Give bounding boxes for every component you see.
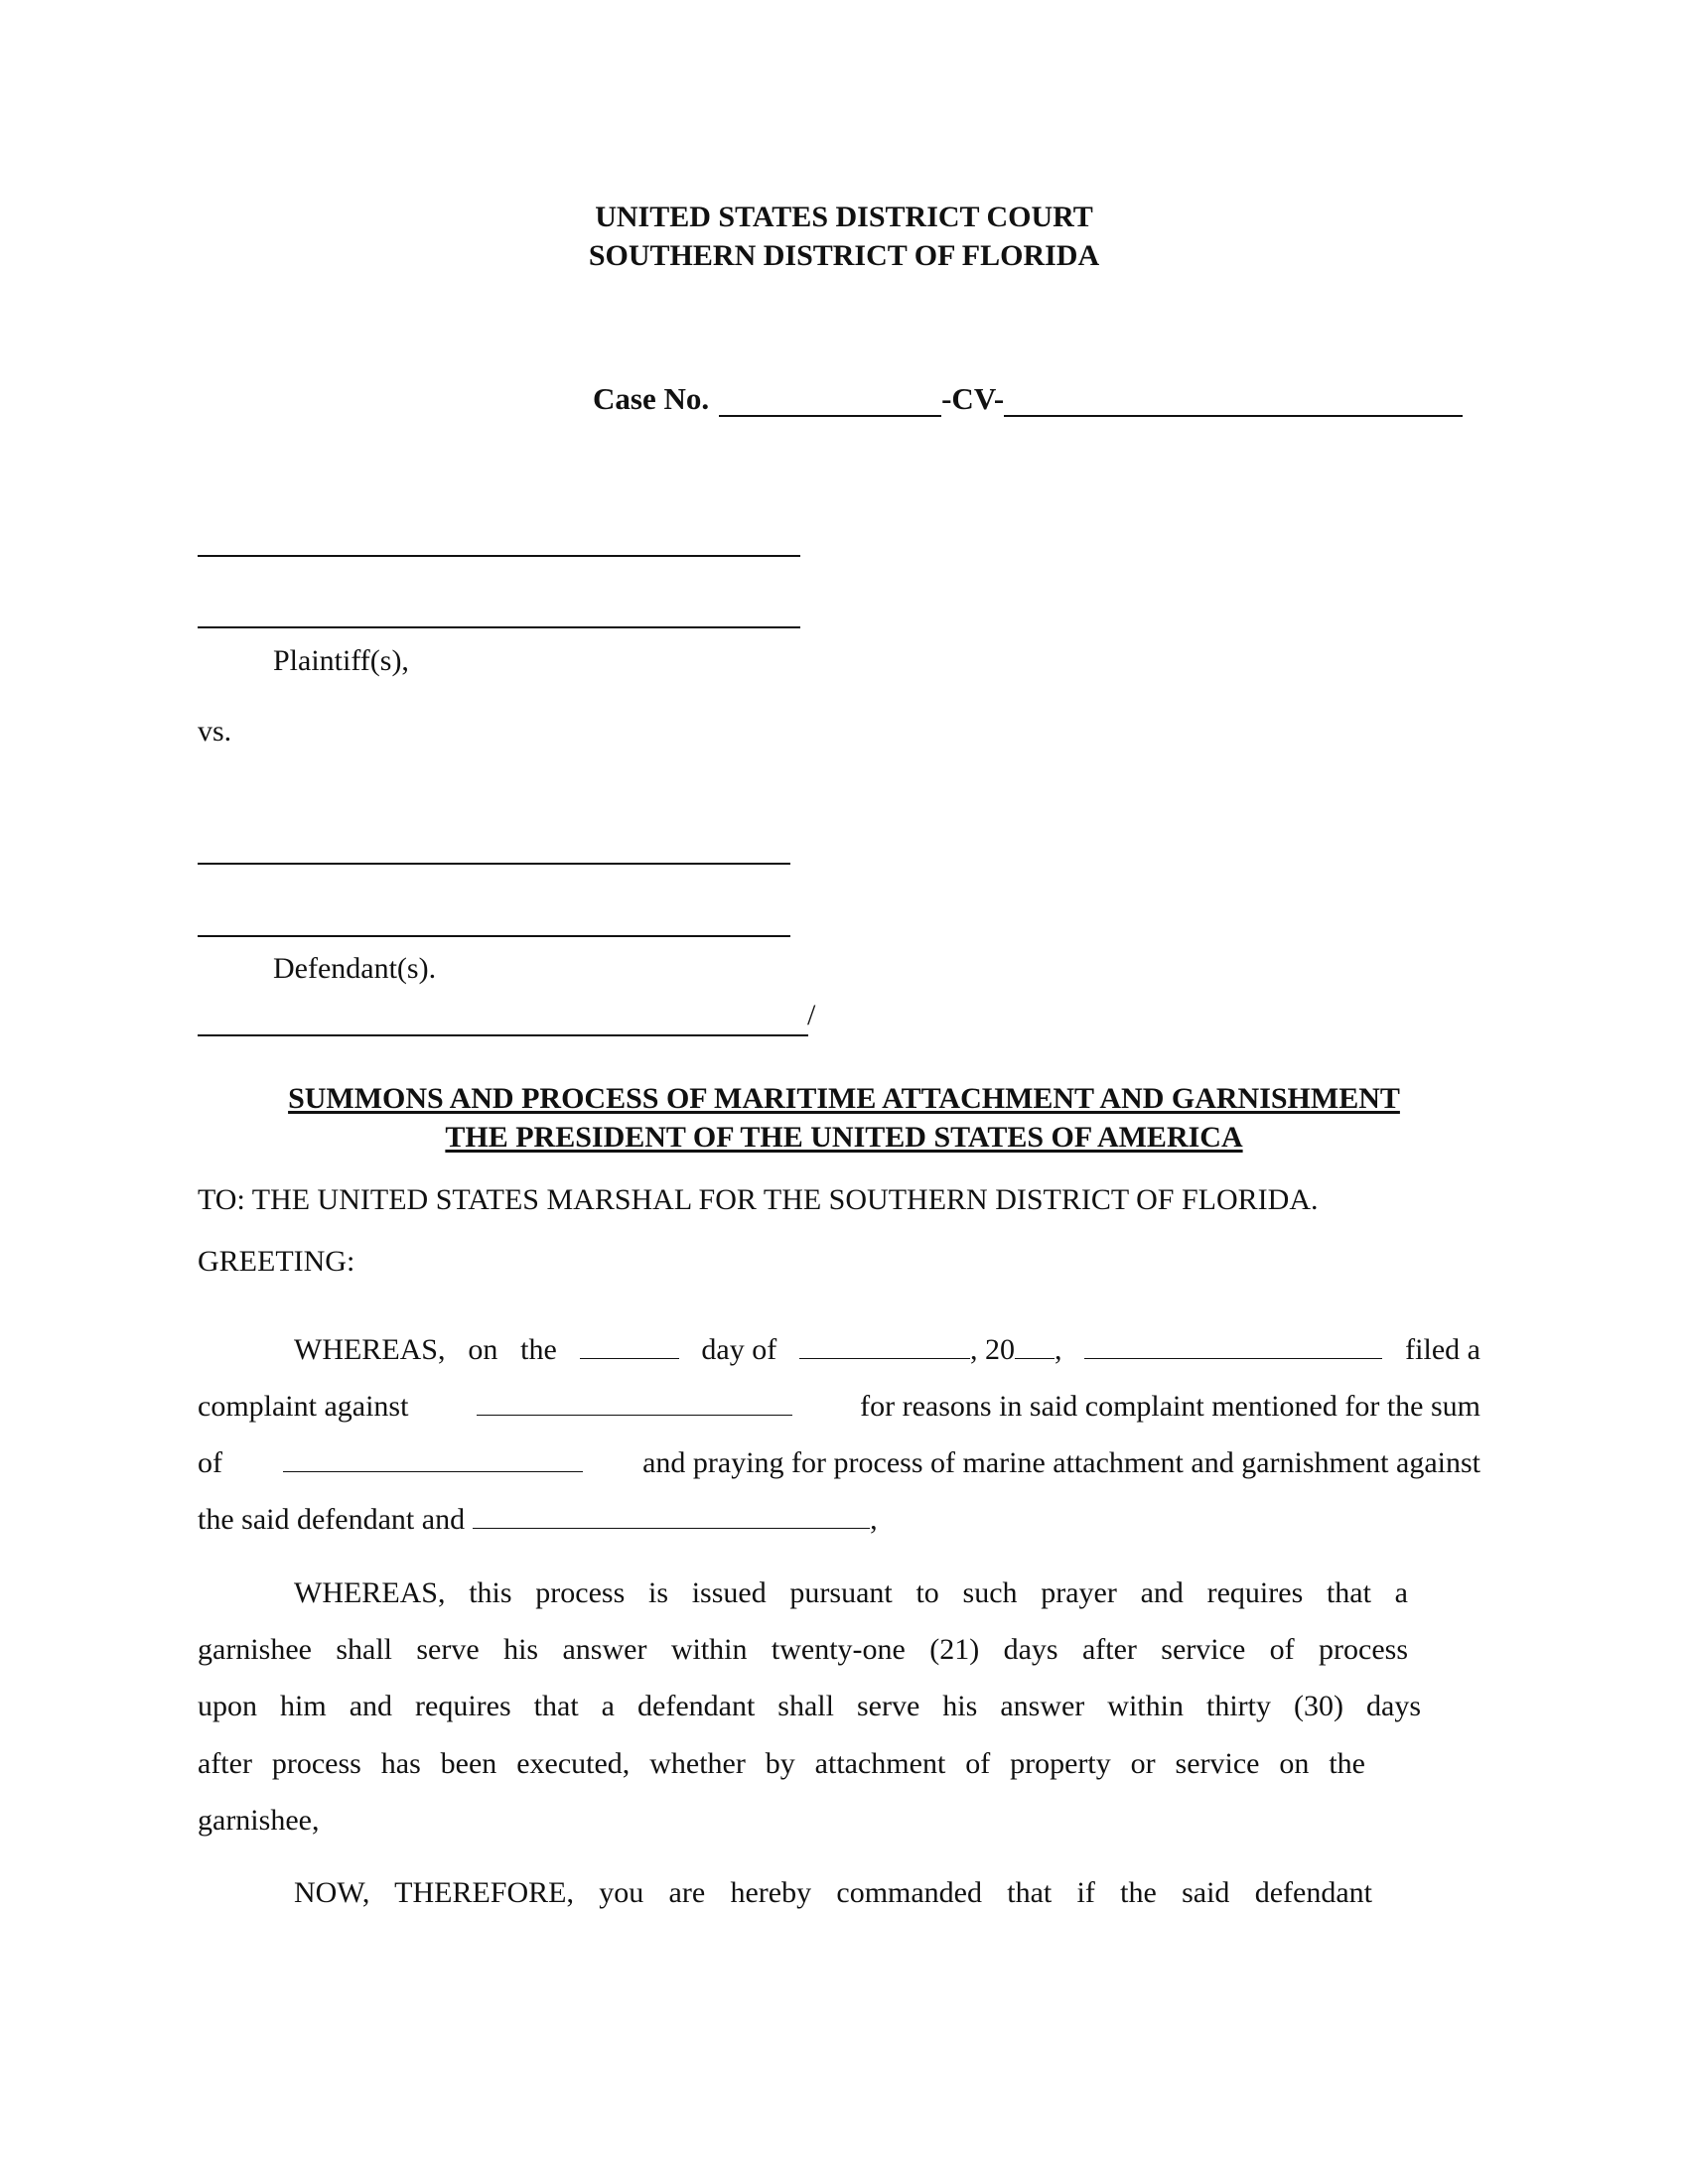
paragraph-2-line-2: garnishee shall serve his answer within twenty-one (21) days after service of process [198, 1633, 1408, 1666]
year-field[interactable] [1015, 1334, 1055, 1359]
plaintiff-label: Plaintiff(s), [273, 644, 409, 677]
paragraph-1-line-4 [198, 1503, 1480, 1537]
addressee-line: TO: THE UNITED STATES MARSHAL FOR THE SOUTHERN DISTRICT OF FLORIDA. [198, 1183, 1319, 1216]
defendant-name-line-1[interactable] [198, 863, 790, 865]
p1-word-whereas: WHEREAS, [294, 1333, 446, 1366]
case-suffix-field[interactable] [1004, 387, 1463, 417]
day-field[interactable] [580, 1334, 679, 1359]
defendant-label: Defendant(s). [273, 952, 437, 985]
plaintiff-name-line-2[interactable] [198, 626, 800, 628]
paragraph-3-line-1: NOW, THEREFORE, you are hereby commanded that if the said defendant [294, 1876, 1372, 1909]
paragraph-2-line-4: after process has been executed, whether by attachment of property or service on the [198, 1747, 1365, 1780]
case-number-field[interactable] [719, 387, 941, 417]
p1-day-of: day of [701, 1333, 777, 1366]
document-subtitle: THE PRESIDENT OF THE UNITED STATES OF AMERICA [445, 1121, 1243, 1154]
district-name: SOUTHERN DISTRICT OF FLORIDA [588, 239, 1100, 272]
paragraph-2-line-3: upon him and requires that a defendant shall serve his answer within thirty (30) days [198, 1690, 1421, 1722]
paragraph-1-line-2 [198, 1390, 1480, 1424]
plaintiff-filer-field[interactable] [1084, 1334, 1382, 1359]
month-field[interactable] [799, 1334, 970, 1359]
case-separator: -CV- [941, 381, 1005, 416]
p1-end-comma: , [870, 1503, 878, 1536]
versus-label: vs. [198, 715, 232, 748]
p1-complaint-against: complaint against [198, 1390, 409, 1423]
garnishee-field[interactable] [473, 1504, 870, 1529]
p1-praying-text: and praying for process of marine attachment and garnishment against [642, 1446, 1480, 1479]
caption-slash: / [807, 999, 816, 1031]
paragraph-1-line-3 [198, 1446, 1480, 1480]
court-name: UNITED STATES DISTRICT COURT [595, 201, 1093, 233]
defendant-against-field[interactable] [477, 1391, 792, 1416]
p1-of: of [198, 1446, 222, 1479]
p1-filed-a: filed a [1405, 1333, 1480, 1366]
sum-field[interactable] [283, 1447, 583, 1472]
paragraph-2-line-1: WHEREAS, this process is issued pursuant to such prayer and requires that a [294, 1576, 1408, 1609]
p1-said-defendant: the said defendant and [198, 1503, 466, 1536]
paragraph-2-line-5: garnishee, [198, 1804, 320, 1837]
case-label: Case No. [593, 381, 710, 416]
caption-closing-line [198, 1034, 808, 1036]
p1-word-on: on [468, 1333, 498, 1366]
greeting-line: GREETING: [198, 1245, 355, 1278]
plaintiff-name-line-1[interactable] [198, 555, 800, 557]
p1-reasons-text: for reasons in said complaint mentioned for the sum [860, 1390, 1480, 1423]
paragraph-1-line-1 [294, 1333, 1480, 1367]
p1-word-the: the [520, 1333, 557, 1366]
defendant-name-line-2[interactable] [198, 935, 790, 937]
p1-comma: , [1055, 1333, 1062, 1366]
document-title: SUMMONS AND PROCESS OF MARITIME ATTACHMENT AND GARNISHMENT [288, 1082, 1400, 1115]
p1-year-prefix: , 20 [970, 1333, 1016, 1366]
case-number-line [593, 381, 1463, 417]
month-year-group [799, 1333, 1062, 1367]
